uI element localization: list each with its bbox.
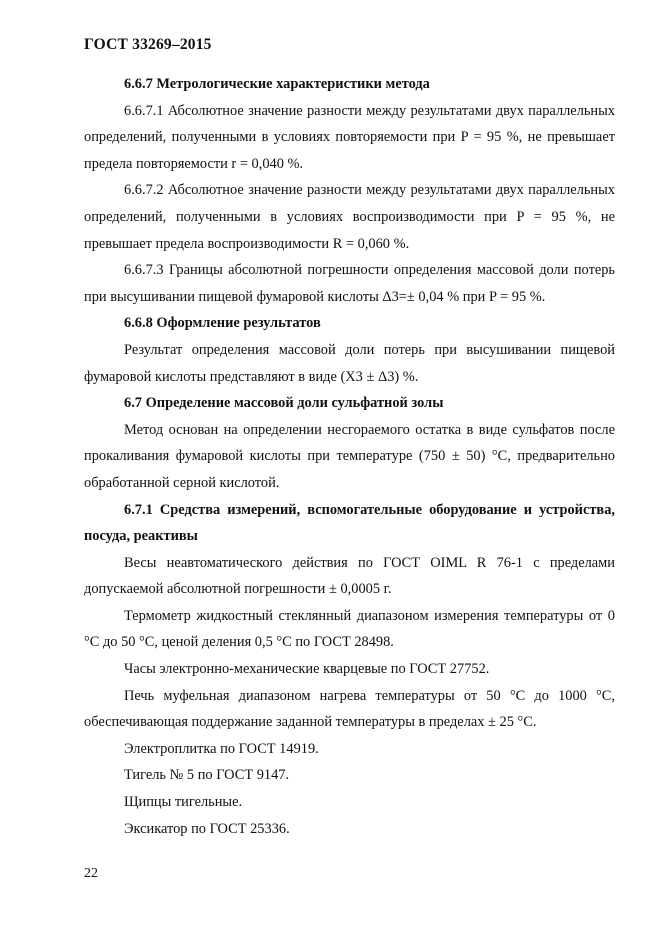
list-item-clock: Часы электронно-механические кварцевые по ГОСТ 27752. bbox=[124, 661, 490, 678]
paragraph-6-6-7-3: 6.6.7.3 Границы абсолютной погрешности определения массовой доли потерь при высушивании пищевой фумаровой кислоты Δ3=± 0,04 % при P = 95 %. bbox=[84, 262, 615, 305]
list-item-crucible: Тигель № 5 по ГОСТ 9147. bbox=[124, 767, 290, 784]
list-item-hotplate: Электроплитка по ГОСТ 14919. bbox=[124, 740, 319, 757]
list-item-desiccator: Эксикатор по ГОСТ 25336. bbox=[124, 820, 290, 837]
list-item-furnace: Печь муфельная диапазоном нагрева температуры от 50 °С до 1000 °С, обеспечивающая поддержание заданной температуры в пределах ± 25 °С. bbox=[84, 687, 615, 731]
document-body bbox=[84, 71, 615, 842]
section-heading-6-6-8: 6.6.8 Оформление результатов bbox=[124, 315, 321, 332]
section-heading-6-6-7: 6.6.7 Метрологические характеристики метода bbox=[124, 76, 430, 92]
paragraph-6-6-7-2: 6.6.7.2 Абсолютное значение разности между результатами двух параллельных определений, полученными в условиях воспроизводимости при P = 95 %, не превышает предела воспроизводимости R = 0,060 %. bbox=[84, 182, 615, 252]
list-item-thermometer: Термометр жидкостный стеклянный диапазоном измерения температуры от 0 °С до 50 °С, ценой деления 0,5 °С по ГОСТ 28498. bbox=[84, 607, 615, 651]
paragraph-method-basis: Метод основан на определении несгораемого остатка в виде сульфатов после прокаливания фумаровой кислоты при температуре (750 ± 50) °С, предварительно обработанной серной кислотой. bbox=[84, 421, 615, 491]
page-number: 22 bbox=[84, 866, 98, 881]
list-item-scales: Весы неавтоматического действия по ГОСТ OIML R 76-1 с пределами допускаемой абсолютной погрешности ± 0,0005 г. bbox=[84, 554, 615, 598]
section-heading-6-7-1: 6.7.1 Средства измерений, вспомогательные оборудование и устройства, посуда, реактивы bbox=[84, 501, 615, 545]
document-header: ГОСТ 33269–2015 bbox=[84, 36, 212, 53]
paragraph-result-format: Результат определения массовой доли потерь при высушивании пищевой фумаровой кислоты представляют в виде (X3 ± Δ3) %. bbox=[84, 341, 615, 385]
list-item-tongs: Щипцы тигельные. bbox=[124, 794, 243, 811]
paragraph-6-6-7-1: 6.6.7.1 Абсолютное значение разности между результатами двух параллельных определений, полученными в условиях повторяемости при P = 95 %, не превышает предела повторяемости r = 0,040 %. bbox=[84, 102, 615, 172]
section-heading-6-7: 6.7 Определение массовой доли сульфатной золы bbox=[124, 395, 444, 412]
